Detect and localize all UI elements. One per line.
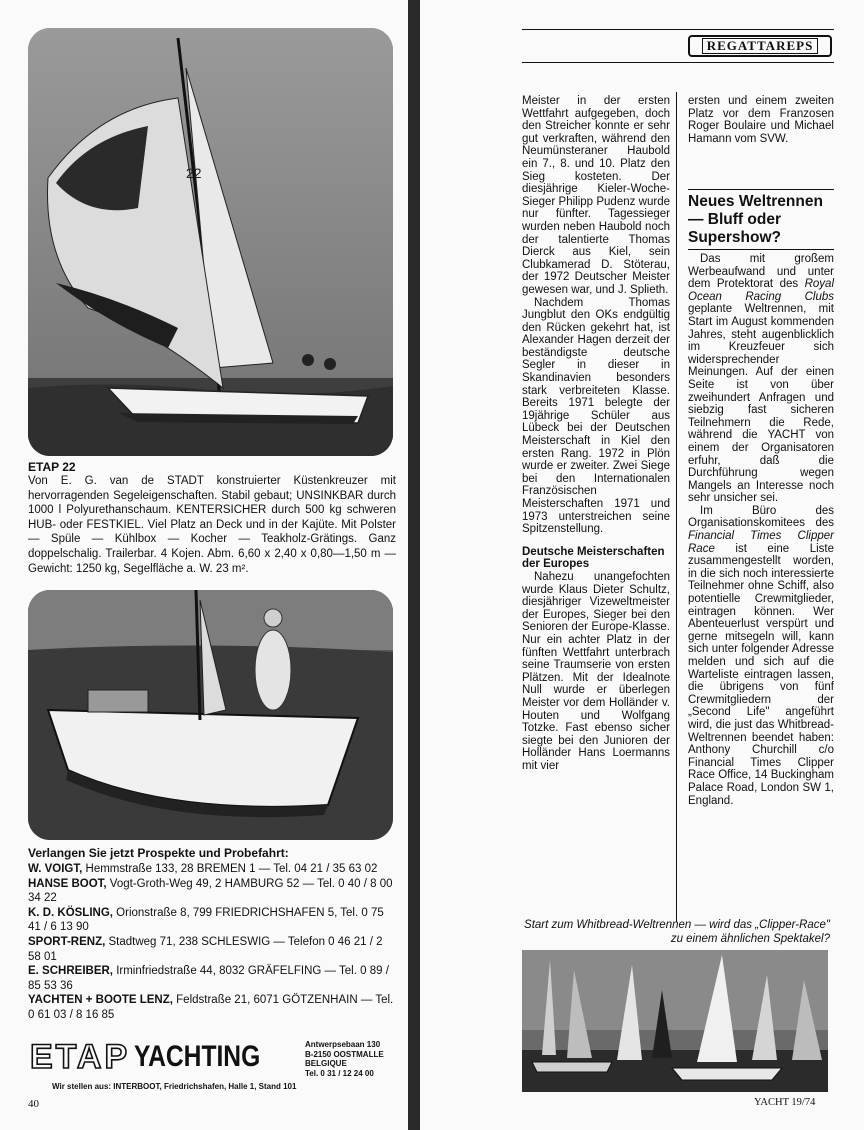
etap22-sailing-photo [28, 28, 393, 456]
dealer-name: HANSE BOOT, [28, 877, 107, 890]
dealer-name: SPORT-RENZ, [28, 935, 106, 948]
text-run: geplante Weltrennen, mit Start im August kommenden Jahres, steht augenblicklich im Kreuzfeuer sich widersprechender Meinungen. Auf der einen Seite ist von über zweihundert Anfragen und siebzig fast sicheren Teilnehmern die Rede, während die YACHT von einem der Organisatoren erfuhr, daß die Durchführung wegen Mangels an Interesse noch sehr unsicher sei. [688, 303, 834, 505]
dealer-entry [28, 964, 396, 993]
etap22-deck-photo [28, 590, 393, 840]
dealer-address: Hemmstraße 133, 28 BREMEN 1 — Tel. 04 21 / 35 63 02 [82, 863, 378, 875]
page-number: 40 [28, 1098, 39, 1110]
header-rule-lower [522, 62, 834, 63]
subheading: Deutsche Meisterschaften der Europes [522, 545, 665, 571]
logo-yachting: YACHTING [134, 1040, 261, 1073]
dealer-entry [28, 993, 396, 1022]
text-run: ist eine Liste zusammengestellt worden, in die sich noch interessierte Teilnehmer ohne Schiff, also potentielle Crewmitglieder, eintragen können. Wer Abenteuerlust verspürt und gerne mitsegeln will, kann sich unter folgender Adresse melden und sich auf die Warteliste eintragen lassen, die übrigens von fünf Crewmitgliedern der „Second Life" angeführt wird, die just das Whitbread-Weltrennen beendet haben: Anthony Churchill c/o Financial Times Clipper Race Office, 14 Buckingham Palace Road, London SW 1, England. [688, 542, 834, 807]
paragraph: ersten und einem zweiten Platz vor dem Franzosen Roger Boulaire und Michael Hamann vom SVW. [688, 95, 834, 145]
paragraph: Nahezu unangefochten wurde Klaus Dieter Schultz, diesjähriger Vizeweltmeister der Europes, Sieger bei den Senioren der Europe-Klasse. Nur ein achter Platz in der fünften Wettfahrt unterbrach seine Traumserie von ersten Plätzen. Mit der Idealnote Null wurde er überlegen Meister vor dem Holländer v. Houten und Wolfgang Totzke. Fast ebenso sicher siegte bei den Junioren der Holländer Hans Loermanns mit vier [522, 570, 670, 772]
contact-heading: Verlangen Sie jetzt Prospekte und Probefahrt: [28, 846, 289, 860]
photo-caption: Start zum Whitbread-Weltrennen — wird das „Clipper-Race" zu einem ähnlichen Spektakel? [524, 919, 830, 945]
address-line: Tel. 0 31 / 12 24 00 [305, 1068, 374, 1078]
etap-yachting-logo [30, 1040, 288, 1074]
text-run: Im Büro des Organisationskomitees des [688, 504, 834, 530]
address-line: BELGIQUE [305, 1059, 347, 1068]
dealer-address: Orionstraße 8, 799 FRIEDRICHSHAFEN 5, Tel. 0 75 41 / 6 13 90 [28, 906, 384, 934]
dealer-entry [28, 935, 396, 964]
dealer-address: Feldstraße 21, 6071 GÖTZENHAIN — Tel. 0 61 03 / 8 16 85 [28, 994, 394, 1021]
exhibit-note: Wir stellen aus: INTERBOOT, Friedrichshafen, Halle 1, Stand 101 [52, 1082, 297, 1091]
ad-description: Von E. G. van de STADT konstruierter Küstenkreuzer mit hervorragenden Segeleigenschaften. Stabil gebaut; UNSINKBAR durch 1000 l Polyurethanschaum. KENTERSICHER durch 500 kg schweren HUB- oder FESTKIEL. Viel Platz an Deck und in der Kajüte. Mit Polster — Spüle — Kühlbox — Kocher — Teakholz-Grätings. Ganz doppelschalig. Trailerbar. 4 Kojen. Abm. 6,60 x 2,40 x 0,80—1,50 m — Gewicht: 1250 kg, Segelfläche a. W. 23 m². [28, 475, 396, 575]
article-headline: Neues Weltrennen — Bluff oder Supershow? [688, 193, 823, 246]
paragraph: Meister in der ersten Wettfahrt aufgegeben, doch den Streicher konnte er sehr gut verkraften, während den Neumünsteraner Haubold ein 7., 8. und 10. Platz den Sieg kosteten. Der diesjährige Kieler-Woche-Sieger Philipp Pudenz wurde nur fünfter. Tagessieger wurden neben Haubold noch der talentierte Thomas Dierck aus Kiel, sein Clubkamerad D. Stöterau, der 1972 Deutscher Meister gewesen war, und J. Splieth. [522, 95, 670, 296]
dealer-name: W. VOIGT, [28, 863, 83, 875]
article-column-3 [688, 253, 834, 807]
section-tag-text: REGATTAREPS [702, 38, 819, 54]
paragraph [688, 505, 834, 807]
dealer-name: K. D. KÖSLING, [28, 906, 113, 919]
dealer-address: Stadtweg 71, 238 SCHLESWIG — Telefon 0 46 21 / 2 58 01 [28, 935, 383, 963]
svg-text:22: 22 [186, 165, 202, 181]
dealer-address: Vogt-Groth-Weg 49, 2 HAMBURG 52 — Tel. 0 40 / 8 00 34 22 [28, 877, 393, 905]
dealer-address: Irminfriedstraße 44, 8032 GRÄFELFING — Tel. 0 89 / 85 53 36 [28, 965, 389, 992]
headline-rule-bottom [688, 249, 834, 250]
italic-text: Financial Times Clipper Race [688, 530, 834, 555]
address-line: Antwerpsebaan 130 [305, 1040, 381, 1049]
dealer-entry [28, 877, 396, 906]
page-gutter [408, 0, 420, 1130]
dealer-name: E. SCHREIBER, [28, 965, 113, 978]
headline-rule-top [688, 189, 834, 190]
dealer-entry [28, 862, 396, 877]
race-start-photo [522, 950, 828, 1092]
italic-text: Royal Ocean Racing Clubs [688, 278, 834, 303]
left-page [0, 0, 408, 1130]
dealer-name: YACHTEN + BOOTE LENZ, [28, 994, 173, 1007]
logo-etap: ETAP [30, 1038, 131, 1076]
paragraph: Nachdem Thomas Jungblut den OKs endgültig den Rücken gekehrt hat, ist Alexander Hagen derzeit der beständigste deutsche Segler in dieser in Skandinavien besonders stark verbreiteten Klasse. Bereits 1971 belegte der 19jährige Schüler aus Lübeck bei der Deutschen Meisterschaft in Kiel den ersten Rang. 1972 in Plön wurde er zweiter. Zwei Siege bei den Internationalen Französischen Meisterschaften 1971 und 1973 unterstreichen seine Spitzenstellung. [522, 296, 670, 536]
section-tag [688, 35, 832, 57]
text-run: Das mit großem Werbeaufwand und unter dem Protektorat des [688, 253, 834, 291]
column-rule [676, 92, 677, 922]
dealer-entry [28, 906, 396, 935]
article-column-2 [688, 95, 834, 145]
header-rule [522, 29, 834, 30]
article-column-1 [522, 95, 670, 772]
address-line: B-2150 OOSTMALLE [305, 1049, 384, 1059]
ad-title: ETAP 22 [28, 460, 76, 474]
paragraph [688, 253, 834, 505]
dealer-list [28, 862, 396, 1023]
issue-label: YACHT 19/74 [754, 1097, 816, 1108]
company-address [305, 1040, 384, 1078]
